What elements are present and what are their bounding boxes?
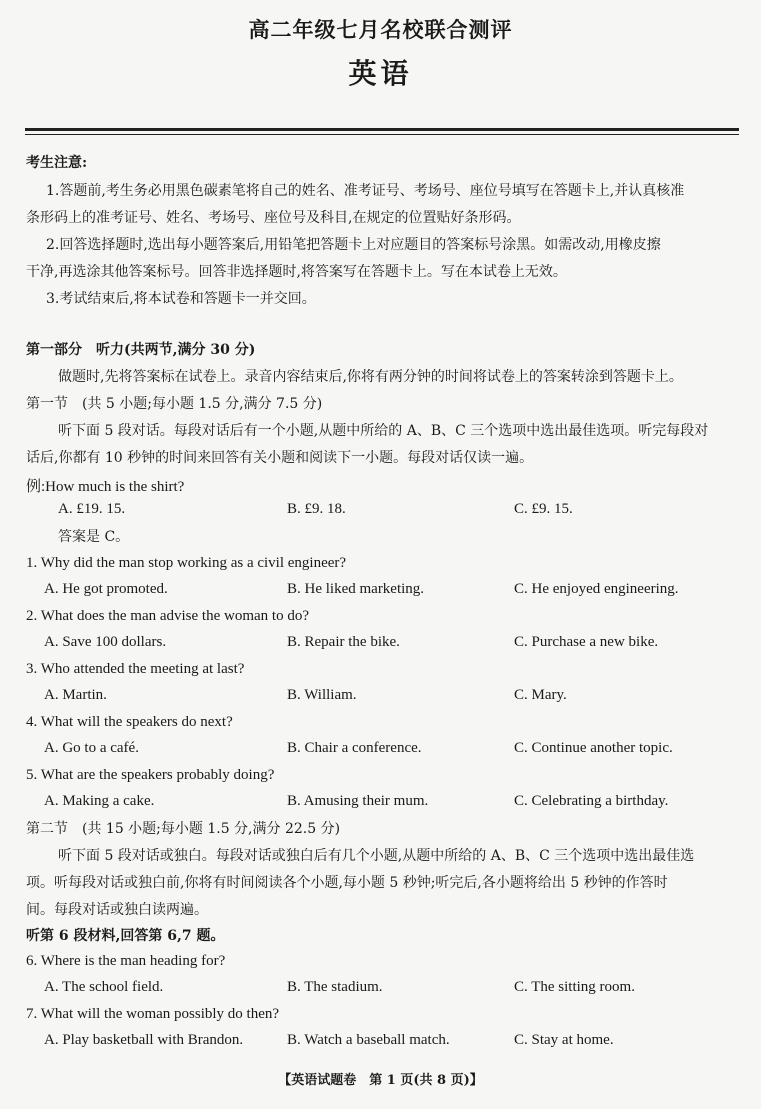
- section1-instruction: 话后,你都有 10 秒钟的时间来回答有关小题和阅读下一小题。每段对话仅读一遍。: [26, 450, 534, 466]
- question-1: 1. Why did the man stop working as a civil engineer?: [26, 555, 347, 571]
- q3-option-a: A. Martin.: [44, 687, 107, 703]
- notice-line: 干净,再选涂其他答案标号。回答非选择题时,将答案写在答题卡上。写在本试卷上无效。: [26, 264, 567, 280]
- question-2: 2. What does the man advise the woman to do?: [26, 608, 309, 624]
- question-7: 7. What will the woman possibly do then?: [26, 1006, 280, 1022]
- notice-line: 2.回答选择题时,选出每小题答案后,用铅笔把答题卡上对应题目的答案标号涂黑。如需改动,用橡皮擦: [46, 237, 661, 253]
- q7-option-a: A. Play basketball with Brandon.: [44, 1032, 244, 1048]
- example-option-c: C. £9. 15.: [514, 501, 573, 517]
- q2-option-a: A. Save 100 dollars.: [44, 634, 167, 650]
- notice-heading: 考生注意:: [26, 155, 88, 171]
- section1-instruction: 听下面 5 段对话。每段对话后有一个小题,从题中所给的 A、B、C 三个选项中选出最佳选项。听完每段对: [58, 423, 709, 439]
- example-option-a: A. £19. 15.: [58, 501, 126, 517]
- q5-option-b: B. Amusing their mum.: [287, 793, 429, 809]
- question-4: 4. What will the speakers do next?: [26, 714, 233, 730]
- q2-option-c: C. Purchase a new bike.: [514, 634, 659, 650]
- q5-option-c: C. Celebrating a birthday.: [514, 793, 669, 809]
- q1-option-b: B. He liked marketing.: [287, 581, 425, 597]
- q7-option-b: B. Watch a baseball match.: [287, 1032, 450, 1048]
- subject-title: 英语: [348, 57, 413, 90]
- part1-instruction: 做题时,先将答案标在试卷上。录音内容结束后,你将有两分钟的时间将试卷上的答案转涂到答题卡上。: [58, 369, 683, 385]
- question-5: 5. What are the speakers probably doing?: [26, 767, 275, 783]
- material-heading: 听第 6 段材料,回答第 6,7 题。: [26, 928, 225, 944]
- exam-title: 高二年级七月名校联合测评: [248, 17, 513, 42]
- section2-instruction: 间。每段对话或独白读两遍。: [26, 902, 208, 918]
- q6-option-b: B. The stadium.: [287, 979, 383, 995]
- q4-option-b: B. Chair a conference.: [287, 740, 422, 756]
- notice-line: 条形码上的准考证号、姓名、考场号、座位号及科目,在规定的位置贴好条形码。: [26, 210, 521, 226]
- q3-option-b: B. William.: [287, 687, 357, 703]
- page-footer: 【英语试题卷 第 1 页(共 8 页)】: [278, 1073, 483, 1088]
- header-rule-thin: [25, 134, 739, 135]
- q4-option-c: C. Continue another topic.: [514, 740, 673, 756]
- q3-option-c: C. Mary.: [514, 687, 567, 703]
- question-3: 3. Who attended the meeting at last?: [26, 661, 245, 677]
- example-answer: 答案是 C。: [58, 529, 130, 545]
- q4-option-a: A. Go to a café.: [44, 740, 139, 756]
- section2-instruction: 听下面 5 段对话或独白。每段对话或独白后有几个小题,从题中所给的 A、B、C 三个选项中选出最佳选: [58, 848, 695, 864]
- notice-line: 1.答题前,考生务必用黑色碳素笔将自己的姓名、准考证号、考场号、座位号填写在答题卡上,并认真核准: [46, 183, 685, 199]
- header-rule-thick: [25, 128, 739, 131]
- notice-line: 3.考试结束后,将本试卷和答题卡一并交回。: [46, 291, 316, 307]
- example-option-b: B. £9. 18.: [287, 501, 346, 517]
- q7-option-c: C. Stay at home.: [514, 1032, 614, 1048]
- q5-option-a: A. Making a cake.: [44, 793, 155, 809]
- q1-option-c: C. He enjoyed engineering.: [514, 581, 679, 597]
- q6-option-a: A. The school field.: [44, 979, 164, 995]
- question-6: 6. Where is the man heading for?: [26, 953, 226, 969]
- section1-heading: 第一节 (共 5 小题;每小题 1.5 分,满分 7.5 分): [26, 396, 323, 412]
- q6-option-c: C. The sitting room.: [514, 979, 635, 995]
- section2-instruction: 项。听每段对话或独白前,你将有时间阅读各个小题,每小题 5 秒钟;听完后,各小题将给出 5 秒钟的作答时: [26, 875, 668, 891]
- q2-option-b: B. Repair the bike.: [287, 634, 400, 650]
- example-question: 例:How much is the shirt?: [26, 479, 185, 495]
- q1-option-a: A. He got promoted.: [44, 581, 168, 597]
- section2-heading: 第二节 (共 15 小题;每小题 1.5 分,满分 22.5 分): [26, 821, 341, 837]
- part1-heading: 第一部分 听力(共两节,满分 30 分): [26, 342, 256, 358]
